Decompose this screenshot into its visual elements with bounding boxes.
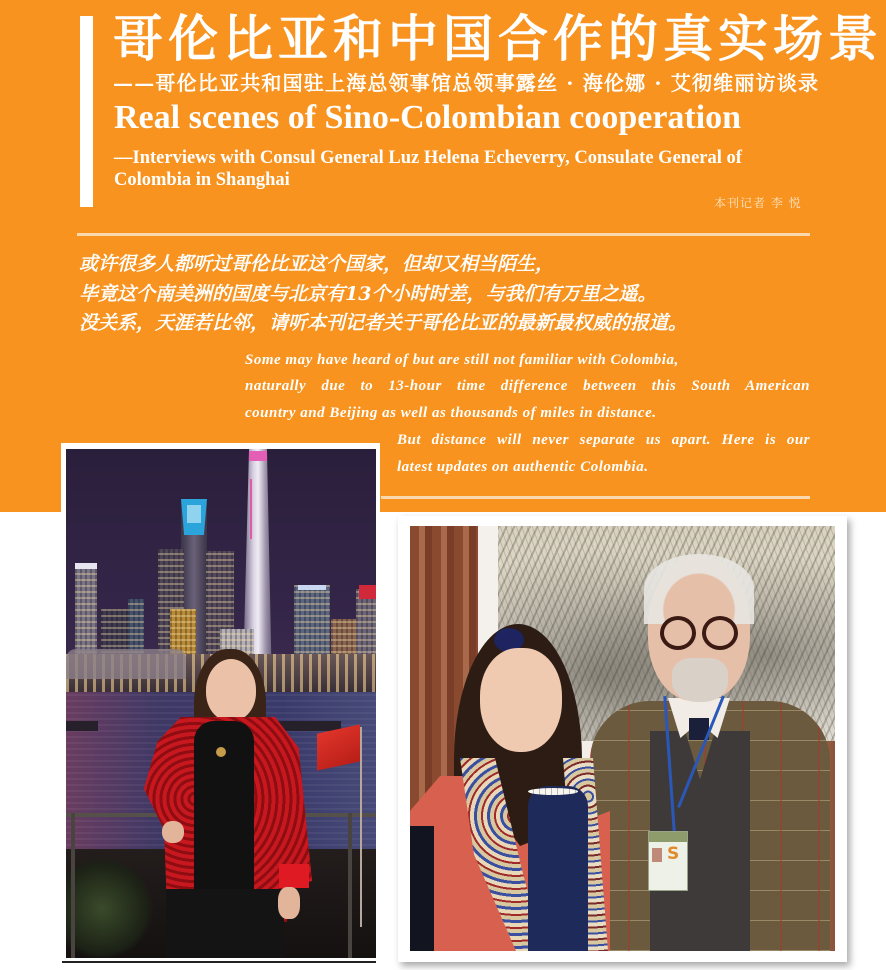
divider-bottom bbox=[381, 496, 810, 499]
red-sign bbox=[359, 585, 376, 599]
article-subtitle-english-line-2: Colombia in Shanghai bbox=[114, 170, 290, 190]
intro-chinese-line-1: 或许很多人都听过哥伦比亚这个国家，但却又相当陌生， bbox=[79, 253, 555, 275]
red-cuff bbox=[279, 864, 309, 888]
divider-top bbox=[77, 233, 810, 236]
article-subtitle-english-line-1: —Interviews with Consul General Luz Helena Echeverry, Consulate General of bbox=[114, 148, 742, 168]
badge-letter: S bbox=[667, 844, 680, 864]
photo-consul-shanghai-skyline bbox=[66, 449, 376, 958]
glasses-right bbox=[702, 616, 738, 650]
building-light-top bbox=[75, 563, 97, 569]
article-title-english: Real scenes of Sino-Colombian cooperation bbox=[114, 99, 742, 136]
intro-english-line-3: country and Beijing as well as thousands of miles in distance. bbox=[245, 405, 657, 421]
pearl-necklace bbox=[528, 788, 578, 795]
black-pants bbox=[166, 889, 284, 958]
article-subtitle-chinese: ——哥伦比亚共和国驻上海总领事馆总领事露丝 · 海伦娜 · 艾彻维丽访谈录 bbox=[113, 71, 820, 95]
bund-dome-building bbox=[66, 649, 186, 679]
railing-post bbox=[71, 813, 75, 958]
white-hair bbox=[644, 554, 754, 624]
necklace-pendant bbox=[216, 747, 226, 757]
navy-top bbox=[528, 786, 588, 951]
intro-chinese-line-3: 没关系，天涯若比邻，请听本刊记者关于哥伦比亚的最新最权威的报道。 bbox=[79, 312, 688, 334]
hand bbox=[162, 821, 184, 843]
tower-pink-light bbox=[249, 451, 267, 461]
railing-post bbox=[348, 813, 352, 958]
person-face bbox=[206, 659, 256, 721]
boat bbox=[66, 721, 98, 731]
foliage bbox=[66, 859, 156, 958]
reporter-credit: 本刊记者 李 悦 bbox=[714, 196, 802, 210]
intro-chinese-line-2: 毕竟这个南美洲的国度与北京有13个小时时差，与我们有万里之遥。 bbox=[79, 283, 657, 305]
intro-english-line-5: latest updates on authentic Colombia. bbox=[397, 459, 649, 475]
id-badge bbox=[648, 831, 688, 891]
badge-photo bbox=[652, 848, 662, 862]
photo-consul-with-guest bbox=[410, 526, 835, 951]
glasses-left bbox=[660, 616, 696, 650]
tower-pink-stripe bbox=[250, 479, 252, 539]
photo-underline bbox=[62, 961, 376, 963]
intro-english-line-1: Some may have heard of but are still not familiar with Colombia, bbox=[245, 352, 679, 368]
woman-face bbox=[480, 648, 562, 752]
flagpole bbox=[360, 727, 362, 927]
building-light-top bbox=[298, 585, 326, 590]
title-accent-bar bbox=[80, 16, 93, 207]
intro-english-line-4: But distance will never separate us apart. Here is our bbox=[397, 432, 810, 448]
hand bbox=[278, 887, 300, 919]
badge-header bbox=[649, 832, 687, 842]
dark-sleeve bbox=[410, 826, 434, 951]
article-title-chinese: 哥伦比亚和中国合作的真实场景 bbox=[113, 9, 883, 68]
wfc-opening bbox=[187, 505, 201, 523]
intro-english-line-2: naturally due to 13-hour time difference between this South American bbox=[245, 378, 810, 394]
beard bbox=[672, 658, 728, 702]
